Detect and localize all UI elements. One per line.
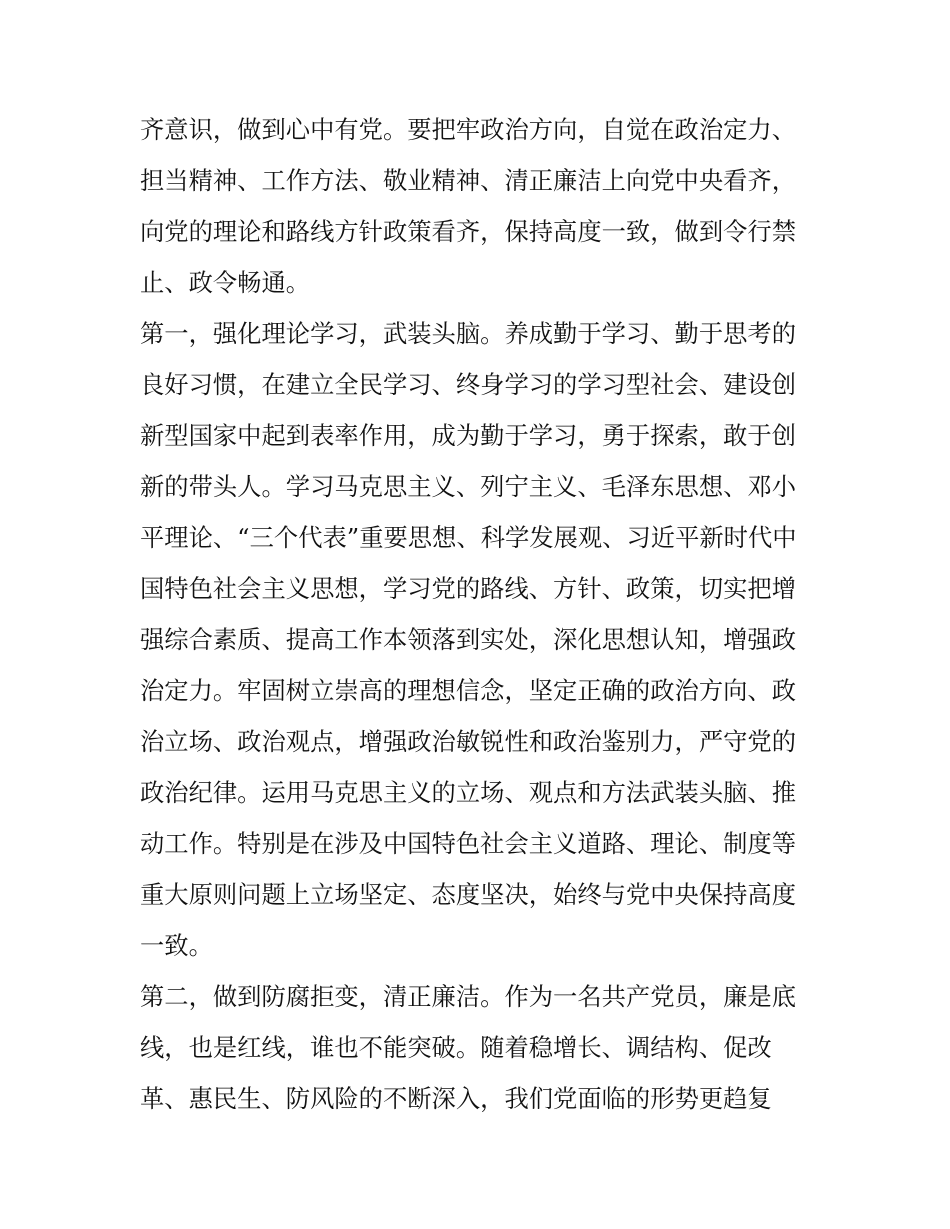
text-line: 第二，做到防腐拒变，清正廉洁。作为一名共产党员，廉是底 xyxy=(140,982,797,1011)
text-line: 治定力。牢固树立崇高的理想信念，坚定正确的政治方向、政 xyxy=(140,676,797,705)
text-line: 国特色社会主义思想，学习党的路线、方针、政策，切实把增 xyxy=(140,574,797,603)
text-line: 线，也是红线，谁也不能突破。随着稳增长、调结构、促改 xyxy=(140,1033,772,1062)
text-line: 第一，强化理论学习，武装头脑。养成勤于学习、勤于思考的 xyxy=(140,319,797,348)
text-line: 重大原则问题上立场坚定、态度坚决，始终与党中央保持高度 xyxy=(140,880,797,909)
text-line: 止、政令畅通。 xyxy=(140,268,311,297)
text-line: 一致。 xyxy=(140,931,213,960)
text-line: 良好习惯，在建立全民学习、终身学习的学习型社会、建设创 xyxy=(140,370,797,399)
text-line: 向党的理论和路线方针政策看齐，保持高度一致，做到令行禁 xyxy=(140,217,797,246)
text-line: 平理论、“三个代表”重要思想、科学发展观、习近平新时代中 xyxy=(140,523,797,552)
text-line: 担当精神、工作方法、敬业精神、清正廉洁上向党中央看齐， xyxy=(140,166,797,195)
text-line: 新型国家中起到表率作用，成为勤于学习，勇于探索，敢于创 xyxy=(140,421,797,450)
text-line: 治立场、政治观点，增强政治敏锐性和政治鉴别力，严守党的 xyxy=(140,727,797,756)
text-line: 动工作。特别是在涉及中国特色社会主义道路、理论、制度等 xyxy=(140,829,797,858)
text-line: 强综合素质、提高工作本领落到实处，深化思想认知，增强政 xyxy=(140,625,797,654)
text-line: 革、惠民生、防风险的不断深入，我们党面临的形势更趋复 xyxy=(140,1084,772,1113)
text-line: 齐意识，做到心中有党。要把牢政治方向，自觉在政治定力、 xyxy=(140,115,797,144)
text-line: 政治纪律。运用马克思主义的立场、观点和方法武装头脑、推 xyxy=(140,778,797,807)
text-line: 新的带头人。学习马克思主义、列宁主义、毛泽东思想、邓小 xyxy=(140,472,797,501)
